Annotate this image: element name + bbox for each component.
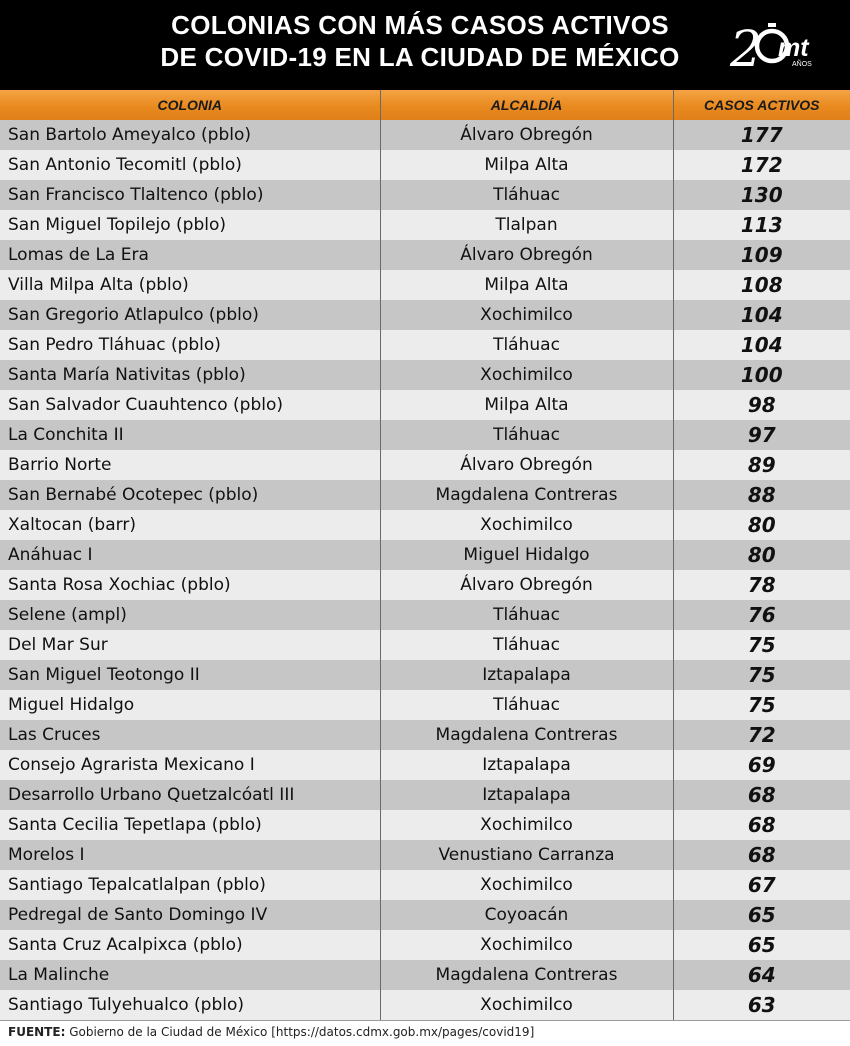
cell-colonia: Desarrollo Urbano Quetzalcóatl III [0,780,380,810]
cell-colonia: San Miguel Teotongo II [0,660,380,690]
table-row [0,750,850,780]
cell-colonia: Santa Cruz Acalpixca (pblo) [0,930,380,960]
table-row [0,360,850,390]
cell-casos-activos: 177 [673,120,850,150]
cell-alcaldia: Iztapalapa [380,750,673,780]
logo-sub: AÑOS [792,61,812,68]
cell-alcaldia: Milpa Alta [380,270,673,300]
table-row [0,330,850,360]
cell-alcaldia: Xochimilco [380,510,673,540]
cell-colonia: San Salvador Cuauhtenco (pblo) [0,390,380,420]
page-title [120,9,720,73]
cell-alcaldia: Magdalena Contreras [380,960,673,990]
table-row [0,240,850,270]
table-row [0,960,850,990]
table-row [0,660,850,690]
cell-casos-activos: 65 [673,900,850,930]
brand-logo [728,14,824,76]
logo-number: 2 [730,20,762,76]
cell-alcaldia: Álvaro Obregón [380,240,673,270]
cell-colonia: La Malinche [0,960,380,990]
source-footer [0,1020,850,1046]
cell-colonia: Lomas de La Era [0,240,380,270]
table-row [0,420,850,450]
cell-casos-activos: 104 [673,330,850,360]
table-row [0,600,850,630]
table-row [0,690,850,720]
cell-alcaldia: Coyoacán [380,900,673,930]
cell-colonia: La Conchita II [0,420,380,450]
cell-alcaldia: Iztapalapa [380,780,673,810]
cell-casos-activos: 68 [673,840,850,870]
table-row [0,630,850,660]
title-line-1: COLONIAS CON MÁS CASOS ACTIVOS [171,10,669,40]
cell-alcaldia: Tláhuac [380,180,673,210]
title-line-2: DE COVID-19 EN LA CIUDAD DE MÉXICO [160,42,680,72]
cell-casos-activos: 104 [673,300,850,330]
cell-alcaldia: Venustiano Carranza [380,840,673,870]
table-row [0,270,850,300]
cell-casos-activos: 75 [673,630,850,660]
cell-colonia: San Gregorio Atlapulco (pblo) [0,300,380,330]
cell-casos-activos: 75 [673,690,850,720]
cell-casos-activos: 100 [673,360,850,390]
cell-colonia: Morelos I [0,840,380,870]
cell-casos-activos: 98 [673,390,850,420]
cell-casos-activos: 78 [673,570,850,600]
cell-alcaldia: Milpa Alta [380,390,673,420]
cell-casos-activos: 89 [673,450,850,480]
cell-casos-activos: 130 [673,180,850,210]
cases-table [0,90,850,1020]
cell-casos-activos: 80 [673,510,850,540]
table-row [0,210,850,240]
cell-colonia: Santiago Tepalcatlalpan (pblo) [0,870,380,900]
cell-colonia: Santiago Tulyehualco (pblo) [0,990,380,1020]
cell-casos-activos: 68 [673,810,850,840]
table-row [0,570,850,600]
cell-colonia: Selene (ampl) [0,600,380,630]
column-header-casos: CASOS ACTIVOS [673,90,850,120]
cell-colonia: Barrio Norte [0,450,380,480]
table-row [0,450,850,480]
cell-alcaldia: Miguel Hidalgo [380,540,673,570]
cell-alcaldia: Álvaro Obregón [380,570,673,600]
table-row [0,840,850,870]
cell-casos-activos: 172 [673,150,850,180]
table-row [0,870,850,900]
cell-colonia: San Francisco Tlaltenco (pblo) [0,180,380,210]
cell-casos-activos: 68 [673,780,850,810]
cell-alcaldia: Álvaro Obregón [380,450,673,480]
table-row [0,720,850,750]
footer-text: Gobierno de la Ciudad de México [https://datos.cdmx.gob.mx/pages/covid19] [65,1025,535,1039]
cell-casos-activos: 63 [673,990,850,1020]
cell-colonia: Xaltocan (barr) [0,510,380,540]
footer-label: FUENTE: [8,1025,66,1039]
cell-colonia: Miguel Hidalgo [0,690,380,720]
cell-casos-activos: 97 [673,420,850,450]
cell-casos-activos: 109 [673,240,850,270]
table-row [0,780,850,810]
cell-alcaldia: Tláhuac [380,630,673,660]
cell-casos-activos: 88 [673,480,850,510]
cell-colonia: Villa Milpa Alta (pblo) [0,270,380,300]
table-body [0,120,850,1020]
table-row [0,480,850,510]
cell-colonia: Las Cruces [0,720,380,750]
table-row [0,990,850,1020]
cell-alcaldia: Xochimilco [380,300,673,330]
cell-colonia: Del Mar Sur [0,630,380,660]
cell-colonia: San Miguel Topilejo (pblo) [0,210,380,240]
cell-colonia: San Antonio Tecomitl (pblo) [0,150,380,180]
cell-casos-activos: 69 [673,750,850,780]
cell-alcaldia: Tláhuac [380,690,673,720]
cell-casos-activos: 76 [673,600,850,630]
cell-alcaldia: Xochimilco [380,990,673,1020]
cell-colonia: San Bartolo Ameyalco (pblo) [0,120,380,150]
cell-alcaldia: Iztapalapa [380,660,673,690]
cell-colonia: Santa María Nativitas (pblo) [0,360,380,390]
cell-alcaldia: Tlalpan [380,210,673,240]
cell-alcaldia: Xochimilco [380,810,673,840]
cell-alcaldia: Xochimilco [380,930,673,960]
table-row [0,120,850,150]
table-header-row [0,90,850,120]
cell-casos-activos: 80 [673,540,850,570]
table-row [0,300,850,330]
cell-colonia: Consejo Agrarista Mexicano I [0,750,380,780]
cell-casos-activos: 67 [673,870,850,900]
cell-alcaldia: Tláhuac [380,330,673,360]
column-header-colonia: COLONIA [0,90,380,120]
table-row [0,510,850,540]
cell-colonia: San Bernabé Ocotepec (pblo) [0,480,380,510]
cell-colonia: Santa Rosa Xochiac (pblo) [0,570,380,600]
table-row [0,150,850,180]
table-row [0,180,850,210]
logo-text: mt [778,34,809,62]
cell-casos-activos: 75 [673,660,850,690]
column-header-alcaldia: ALCALDÍA [380,90,673,120]
cell-casos-activos: 113 [673,210,850,240]
table-row [0,930,850,960]
cell-casos-activos: 64 [673,960,850,990]
cell-alcaldia: Xochimilco [380,360,673,390]
cell-alcaldia: Tláhuac [380,420,673,450]
cell-colonia: Pedregal de Santo Domingo IV [0,900,380,930]
table-row [0,810,850,840]
header-banner [0,0,850,90]
cell-casos-activos: 72 [673,720,850,750]
table-row [0,900,850,930]
cell-alcaldia: Tláhuac [380,600,673,630]
cell-alcaldia: Milpa Alta [380,150,673,180]
cell-casos-activos: 65 [673,930,850,960]
cell-alcaldia: Magdalena Contreras [380,480,673,510]
cell-colonia: Santa Cecilia Tepetlapa (pblo) [0,810,380,840]
table-row [0,540,850,570]
table-row [0,390,850,420]
cell-alcaldia: Magdalena Contreras [380,720,673,750]
cell-colonia: San Pedro Tláhuac (pblo) [0,330,380,360]
cell-alcaldia: Xochimilco [380,870,673,900]
cell-colonia: Anáhuac I [0,540,380,570]
logo-stopwatch-crown-icon [768,23,776,27]
cell-alcaldia: Álvaro Obregón [380,120,673,150]
cell-casos-activos: 108 [673,270,850,300]
